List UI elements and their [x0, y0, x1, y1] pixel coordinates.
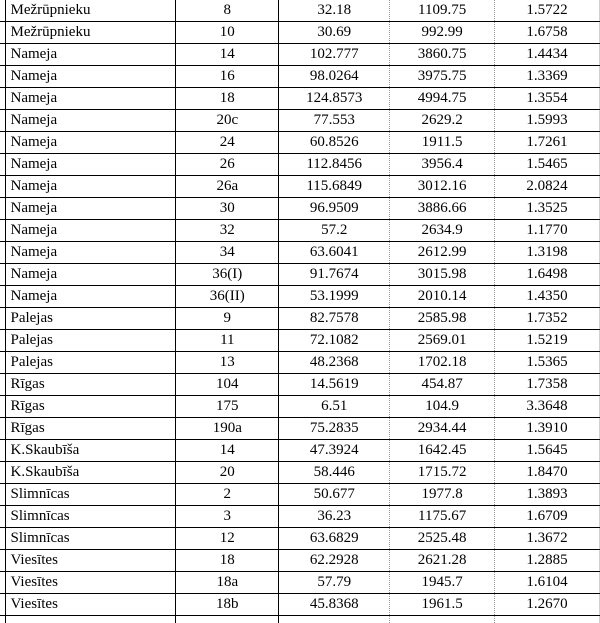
cell-ratio[interactable]: 1.5722: [495, 0, 600, 22]
cell-ratio[interactable]: 1.3910: [495, 418, 600, 440]
cell-number[interactable]: 18: [176, 88, 279, 110]
cell-ratio[interactable]: 1.6709: [495, 506, 600, 528]
cell-ratio[interactable]: 1.2670: [495, 594, 600, 616]
cell-street[interactable]: Rīgas: [6, 418, 176, 440]
cell-ratio[interactable]: 1.7358: [495, 374, 600, 396]
cell-street[interactable]: Viesītes: [6, 572, 176, 594]
table-row: [0, 198, 600, 220]
cell-number[interactable]: 104: [176, 374, 279, 396]
cell-ratio[interactable]: 1.3525: [495, 198, 600, 220]
table-row: [0, 154, 600, 176]
cell-value-b[interactable]: 992.99: [390, 22, 495, 44]
cell-ratio[interactable]: 1.3369: [495, 66, 600, 88]
table-row: [0, 440, 600, 462]
cell-number[interactable]: 11: [176, 330, 279, 352]
cell-value-a[interactable]: 75.2835: [279, 418, 390, 440]
cell-ratio[interactable]: 1.5993: [495, 110, 600, 132]
cell-number[interactable]: 18a: [176, 572, 279, 594]
cell-value-b[interactable]: 3956.4: [390, 154, 495, 176]
table-row: [0, 44, 600, 66]
cell-ratio[interactable]: 1.3672: [495, 528, 600, 550]
table-row: [0, 418, 600, 440]
table-row: [0, 110, 600, 132]
cell-street[interactable]: Slimnīcas: [6, 506, 176, 528]
cell-street[interactable]: Nameja: [6, 220, 176, 242]
cell-street[interactable]: Palejas: [6, 308, 176, 330]
cell-value-a[interactable]: 115.6849: [279, 176, 390, 198]
cell-value-a[interactable]: 30.69: [279, 22, 390, 44]
cell-street[interactable]: Nameja: [6, 66, 176, 88]
cell-street[interactable]: Palejas: [6, 352, 176, 374]
cell-number[interactable]: 36(II): [176, 286, 279, 308]
table-row: [0, 484, 600, 506]
cell-value-a[interactable]: 45.8368: [279, 594, 390, 616]
cell-number[interactable]: 14: [176, 440, 279, 462]
empty-cell[interactable]: [176, 616, 279, 623]
cell-value-a[interactable]: 47.3924: [279, 440, 390, 462]
cell-street[interactable]: Viesītes: [6, 594, 176, 616]
table-row: [0, 308, 600, 330]
cell-number[interactable]: 26: [176, 154, 279, 176]
cell-street[interactable]: Viesītes: [6, 550, 176, 572]
cell-street[interactable]: Mežrūpnieku: [6, 22, 176, 44]
cell-value-a[interactable]: 112.8456: [279, 154, 390, 176]
cell-value-b[interactable]: 3886.66: [390, 198, 495, 220]
cell-value-a[interactable]: 14.5619: [279, 374, 390, 396]
cell-street[interactable]: Nameja: [6, 176, 176, 198]
cell-street[interactable]: Slimnīcas: [6, 484, 176, 506]
cell-value-b[interactable]: 3012.16: [390, 176, 495, 198]
cell-number[interactable]: 32: [176, 220, 279, 242]
cell-value-b[interactable]: 2525.48: [390, 528, 495, 550]
cell-ratio[interactable]: 1.6104: [495, 572, 600, 594]
cell-value-a[interactable]: 57.2: [279, 220, 390, 242]
table-row: [0, 220, 600, 242]
cell-value-b[interactable]: 2612.99: [390, 242, 495, 264]
cell-street[interactable]: Nameja: [6, 242, 176, 264]
cell-ratio[interactable]: 1.5365: [495, 352, 600, 374]
table-row: [0, 528, 600, 550]
cell-value-a[interactable]: 48.2368: [279, 352, 390, 374]
cell-number[interactable]: 18b: [176, 594, 279, 616]
cell-value-b[interactable]: 3015.98: [390, 264, 495, 286]
cell-value-a[interactable]: 72.1082: [279, 330, 390, 352]
cell-value-a[interactable]: 82.7578: [279, 308, 390, 330]
cell-ratio[interactable]: 1.3554: [495, 88, 600, 110]
table-row: [0, 0, 600, 22]
cell-value-b[interactable]: 454.87: [390, 374, 495, 396]
cell-value-a[interactable]: 32.18: [279, 0, 390, 22]
cell-value-a[interactable]: 36.23: [279, 506, 390, 528]
cell-value-b[interactable]: 2621.28: [390, 550, 495, 572]
table-row: [0, 242, 600, 264]
cell-number[interactable]: 3: [176, 506, 279, 528]
cell-value-a[interactable]: 124.8573: [279, 88, 390, 110]
cell-street[interactable]: Nameja: [6, 286, 176, 308]
cell-number[interactable]: 8: [176, 0, 279, 22]
cell-street[interactable]: Rīgas: [6, 374, 176, 396]
cell-ratio[interactable]: 1.5219: [495, 330, 600, 352]
table-row: [0, 88, 600, 110]
table-row: [0, 286, 600, 308]
cell-number[interactable]: 36(I): [176, 264, 279, 286]
cell-street[interactable]: Slimnīcas: [6, 528, 176, 550]
cell-value-b[interactable]: 1715.72: [390, 462, 495, 484]
cell-value-a[interactable]: 102.777: [279, 44, 390, 66]
cell-number[interactable]: 20: [176, 462, 279, 484]
empty-cell[interactable]: [6, 616, 176, 623]
cell-street[interactable]: Nameja: [6, 198, 176, 220]
cell-number[interactable]: 175: [176, 396, 279, 418]
table-row: [0, 66, 600, 88]
cell-ratio[interactable]: 1.7261: [495, 132, 600, 154]
cell-number[interactable]: 190a: [176, 418, 279, 440]
cell-ratio[interactable]: 1.3198: [495, 242, 600, 264]
table-row: [0, 22, 600, 44]
cell-value-b[interactable]: 1642.45: [390, 440, 495, 462]
cell-value-b[interactable]: 4994.75: [390, 88, 495, 110]
cell-number[interactable]: 34: [176, 242, 279, 264]
cell-value-b[interactable]: 2934.44: [390, 418, 495, 440]
cell-value-a[interactable]: 62.2928: [279, 550, 390, 572]
table-row: [0, 572, 600, 594]
cell-number[interactable]: 14: [176, 44, 279, 66]
cell-number[interactable]: 13: [176, 352, 279, 374]
cell-ratio[interactable]: 1.8470: [495, 462, 600, 484]
table-row: [0, 176, 600, 198]
cell-value-a[interactable]: 63.6829: [279, 528, 390, 550]
cell-value-b[interactable]: 1702.18: [390, 352, 495, 374]
table-row: [0, 462, 600, 484]
empty-cell[interactable]: [495, 616, 600, 623]
cell-value-b[interactable]: 1945.7: [390, 572, 495, 594]
cell-value-a[interactable]: 77.553: [279, 110, 390, 132]
cell-ratio[interactable]: 1.5465: [495, 154, 600, 176]
table-row: [0, 594, 600, 616]
cell-value-b[interactable]: 2010.14: [390, 286, 495, 308]
cell-value-b[interactable]: 2585.98: [390, 308, 495, 330]
cell-value-a[interactable]: 60.8526: [279, 132, 390, 154]
cell-value-b[interactable]: 1175.67: [390, 506, 495, 528]
cell-value-b[interactable]: 2634.9: [390, 220, 495, 242]
cell-street[interactable]: K.Skaubīša: [6, 440, 176, 462]
cell-value-b[interactable]: 1977.8: [390, 484, 495, 506]
cell-ratio[interactable]: 1.4434: [495, 44, 600, 66]
cell-street[interactable]: Nameja: [6, 154, 176, 176]
table-row: [0, 264, 600, 286]
cell-value-b[interactable]: 2629.2: [390, 110, 495, 132]
cell-value-a[interactable]: 96.9509: [279, 198, 390, 220]
cell-ratio[interactable]: 1.6758: [495, 22, 600, 44]
cell-value-b[interactable]: 1109.75: [390, 0, 495, 22]
cell-value-b[interactable]: 3860.75: [390, 44, 495, 66]
table-row: [0, 550, 600, 572]
cell-number[interactable]: 16: [176, 66, 279, 88]
cell-value-a[interactable]: 98.0264: [279, 66, 390, 88]
cell-street[interactable]: Nameja: [6, 132, 176, 154]
cell-number[interactable]: 20c: [176, 110, 279, 132]
cell-ratio[interactable]: 1.6498: [495, 264, 600, 286]
cell-number[interactable]: 9: [176, 308, 279, 330]
empty-cell[interactable]: [279, 616, 390, 623]
cell-value-a[interactable]: 57.79: [279, 572, 390, 594]
table-row: [0, 352, 600, 374]
cell-ratio[interactable]: 1.3893: [495, 484, 600, 506]
cell-street[interactable]: Nameja: [6, 44, 176, 66]
cell-value-a[interactable]: 50.677: [279, 484, 390, 506]
cell-number[interactable]: 26a: [176, 176, 279, 198]
cell-value-b[interactable]: 104.9: [390, 396, 495, 418]
cell-number[interactable]: 10: [176, 22, 279, 44]
cell-street[interactable]: Palejas: [6, 330, 176, 352]
cell-value-b[interactable]: 1911.5: [390, 132, 495, 154]
table-row: [0, 330, 600, 352]
cell-value-b[interactable]: 1961.5: [390, 594, 495, 616]
empty-cell[interactable]: [390, 616, 495, 623]
table-row: [0, 396, 600, 418]
cell-ratio[interactable]: 1.7352: [495, 308, 600, 330]
cell-street[interactable]: K.Skaubīša: [6, 462, 176, 484]
table-row: [0, 374, 600, 396]
cell-value-a[interactable]: 53.1999: [279, 286, 390, 308]
cell-ratio[interactable]: 1.2885: [495, 550, 600, 572]
cell-number[interactable]: 24: [176, 132, 279, 154]
cell-value-a[interactable]: 58.446: [279, 462, 390, 484]
cell-street[interactable]: Mežrūpnieku: [6, 0, 176, 22]
cell-street[interactable]: Nameja: [6, 110, 176, 132]
cell-value-a[interactable]: 91.7674: [279, 264, 390, 286]
cell-ratio[interactable]: 1.5645: [495, 440, 600, 462]
table-row: [0, 132, 600, 154]
cell-value-b[interactable]: 3975.75: [390, 66, 495, 88]
cell-number[interactable]: 2: [176, 484, 279, 506]
cell-number[interactable]: 12: [176, 528, 279, 550]
cell-ratio[interactable]: 2.0824: [495, 176, 600, 198]
cell-street[interactable]: Rīgas: [6, 396, 176, 418]
cell-number[interactable]: 30: [176, 198, 279, 220]
cell-street[interactable]: Nameja: [6, 88, 176, 110]
table-row-partial: [0, 616, 600, 623]
cell-ratio[interactable]: 3.3648: [495, 396, 600, 418]
cell-street[interactable]: Nameja: [6, 264, 176, 286]
cell-ratio[interactable]: 1.4350: [495, 286, 600, 308]
cell-value-b[interactable]: 2569.01: [390, 330, 495, 352]
table-row: [0, 506, 600, 528]
cell-value-a[interactable]: 63.6041: [279, 242, 390, 264]
cell-value-a[interactable]: 6.51: [279, 396, 390, 418]
cell-ratio[interactable]: 1.1770: [495, 220, 600, 242]
cell-number[interactable]: 18: [176, 550, 279, 572]
